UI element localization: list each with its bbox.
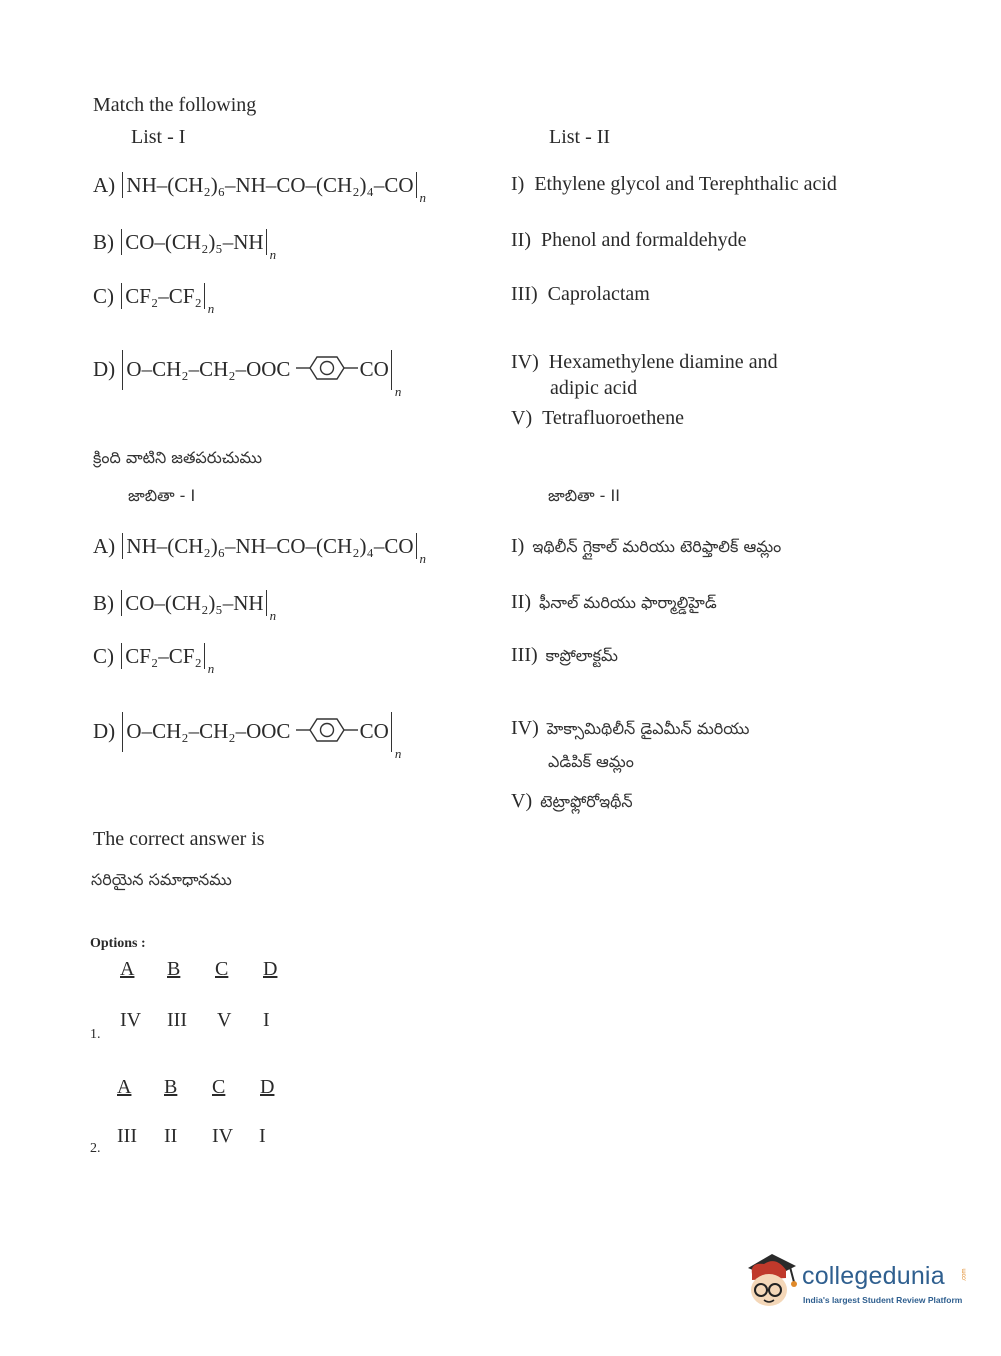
list2-item-1-te: I) ఇథిలీన్ గ్లైకాల్ మరియు టెరిఫ్తాలిక్ ఆమ్లం: [511, 535, 782, 557]
mascot-icon: [742, 1248, 802, 1310]
option-1-header-d: D: [263, 958, 278, 980]
option-2-number[interactable]: 2.: [90, 1141, 101, 1156]
answer-prompt-te: సరియైన సమాధానము: [91, 870, 232, 889]
formula-a-te: A) $NH-(CH_2)_6-NH-CO-(CH_2)_4-CO_n$: [93, 534, 427, 566]
list2-item-4-en: IV) Hexamethylene diamine and: [511, 351, 778, 373]
option-2-value-c: IV: [212, 1125, 234, 1147]
list2-item-4b-en: adipic acid: [550, 377, 638, 399]
list2-item-5-te: V) టెట్రాఫ్లోరోఇథీన్: [511, 790, 633, 812]
formula-b-te: B) $CO-(CH_2)_5-NH_n$: [93, 591, 277, 623]
benzene-ring-icon: [296, 354, 360, 382]
list2-item-3-te: III) కాప్రోలాక్టమ్: [511, 644, 618, 666]
list2-item-3-en: III) Caprolactam: [511, 283, 650, 305]
collegedunia-logo[interactable]: [742, 1248, 972, 1314]
list2-item-5-en: V) Tetrafluoroethene: [511, 407, 684, 429]
formula-a-en: A) $NH-(CH_2)_6-NH-CO-(CH_2)_4-CO_n$: [93, 173, 427, 205]
list2-label-en: List - II: [549, 126, 611, 148]
formula-b-en: B) $CO-(CH_2)_5-NH_n$: [93, 230, 277, 262]
option-1-value-b: III: [167, 1009, 187, 1031]
option-2-value-d: I: [259, 1125, 266, 1147]
option-1-value-c: V: [217, 1009, 232, 1031]
option-2-value-b: II: [164, 1125, 178, 1147]
heading-te: క్రింది వాటిని జతపరుచుము: [93, 448, 262, 467]
list2-item-4b-te: ఎడిపిక్ ఆమ్లం: [548, 752, 634, 771]
formula-d-te: D) O–CH₂–CH₂–OOC $CO_n$: [93, 712, 401, 752]
option-1-header-b: B: [167, 958, 181, 980]
list2-item-4-te: IV) హెక్సామిథిలీన్ డైఎమీన్ మరియు: [511, 717, 750, 739]
benzene-ring-icon: [296, 716, 360, 744]
option-1-header-a: A: [120, 958, 135, 980]
list2-item-1-en: I) Ethylene glycol and Terephthalic acid: [511, 173, 837, 195]
list2-item-2-te: II) ఫీనాల్ మరియు ఫార్మాల్డిహైడ్: [511, 591, 717, 613]
logo-com: .com: [961, 1268, 968, 1282]
list1-label-te: జాబితా - I: [128, 486, 196, 505]
list2-item-2-en: II) Phenol and formaldehyde: [511, 229, 747, 251]
option-2-header-b: B: [164, 1076, 178, 1098]
list2-label-te: జాబితా - II: [548, 486, 620, 505]
option-1-value-a: IV: [120, 1009, 142, 1031]
option-2-header-c: C: [212, 1076, 226, 1098]
options-label: Options :: [90, 936, 146, 951]
formula-c-en: C) CF₂–$CF_2_n$: [93, 284, 215, 316]
logo-name: collegedunia: [802, 1262, 945, 1290]
option-2-value-a: III: [117, 1125, 137, 1147]
logo-tagline: India's largest Student Review Platform: [803, 1295, 963, 1305]
option-2-header-d: D: [260, 1076, 275, 1098]
option-1-number[interactable]: 1.: [90, 1027, 101, 1042]
option-2-header-a: A: [117, 1076, 132, 1098]
heading-en: Match the following: [93, 94, 257, 116]
formula-c-te: C) CF₂–$CF_2_n$: [93, 644, 215, 676]
list1-label-en: List - I: [131, 126, 186, 148]
formula-d-en: D) O–CH₂–CH₂–OOC $CO_n$: [93, 350, 401, 390]
option-1-header-c: C: [215, 958, 229, 980]
option-1-value-d: I: [263, 1009, 270, 1031]
answer-prompt-en: The correct answer is: [93, 828, 265, 850]
